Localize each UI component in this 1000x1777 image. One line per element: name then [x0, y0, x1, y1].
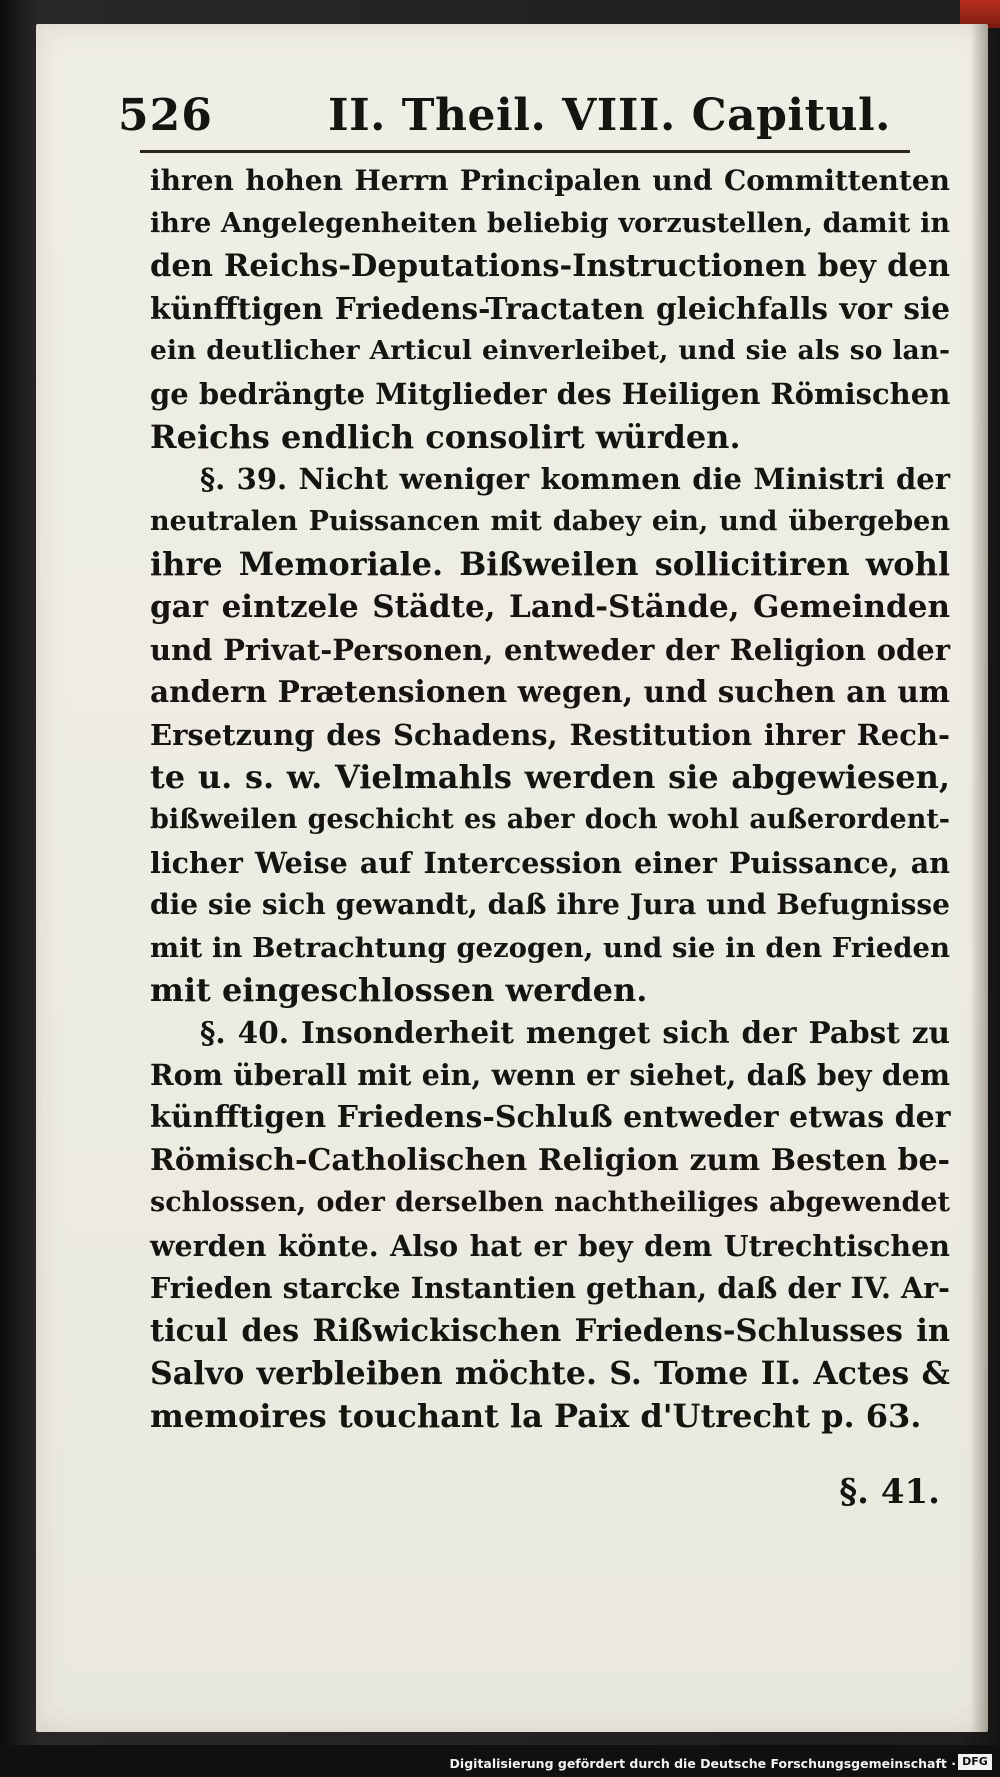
catchword: §. 41.	[839, 1472, 940, 1512]
text-line: werden könte. Also hat er bey dem Utrechtischen	[150, 1228, 950, 1263]
text-line: Frieden starcke Instantien gethan, daß der IV. Ar-	[150, 1271, 950, 1306]
text-line: Ersetzung des Schadens, Restitution ihrer Rech-	[150, 717, 950, 752]
text-line: ein deutlicher Articul einverleibet, und sie als so lan-	[150, 335, 950, 367]
text-line: memoires touchant la Paix d'Utrecht p. 63.	[150, 1397, 922, 1436]
text-line: andern Prætensionen wegen, und suchen an um	[150, 674, 950, 710]
text-line: ihre Memoriale. Bißweilen sollicitiren wohl	[150, 545, 950, 584]
text-line: licher Weise auf Intercession einer Puissance, an	[150, 845, 950, 880]
page-number: 526	[118, 90, 213, 141]
text-line: ihre Angelegenheiten beliebig vorzustellen, damit in	[150, 207, 950, 239]
text-line: Rom überall mit ein, wenn er siehet, daß bey dem	[150, 1058, 950, 1093]
text-line: bißweilen geschicht es aber doch wohl außerordent-	[150, 803, 950, 835]
paragraph-39-start: §. 39. Nicht weniger kommen die Ministri der	[200, 462, 950, 497]
text-line: Salvo verbleiben möchte. S. Tome II. Actes &	[150, 1354, 950, 1392]
header-rule	[140, 150, 910, 153]
text-line: und Privat-Personen, entweder der Religion oder	[150, 632, 950, 667]
text-line: künfftigen Friedens-Tractaten gleichfalls vor sie	[150, 290, 950, 326]
text-line: ticul des Rißwickischen Friedens-Schlusses in	[150, 1313, 950, 1350]
text-line: te u. s. w. Vielmahls werden sie abgewiesen,	[150, 758, 950, 797]
text-line: neutralen Puissancen mit dabey ein, und übergeben	[150, 505, 950, 537]
text-line: künfftigen Friedens-Schluß entweder etwas der	[150, 1100, 951, 1136]
text-line: ihren hohen Herrn Principalen und Committenten	[150, 164, 950, 197]
text-line: die sie sich gewandt, daß ihre Jura und Befugnisse	[150, 888, 950, 922]
page-edge-shadow	[970, 24, 988, 1732]
text-line: schlossen, oder derselben nachtheiliges abgewendet	[150, 1187, 950, 1219]
text-line: den Reichs-Deputations-Instructionen bey den	[150, 248, 950, 285]
dfg-logo: DFG	[958, 1754, 992, 1770]
paragraph-40-start: §. 40. Insonderheit menget sich der Pabst zu	[200, 1014, 950, 1050]
running-head: II. Theil. VIII. Capitul.	[328, 90, 891, 141]
text-line: mit eingeschlossen werden.	[150, 971, 648, 1010]
text-line: ge bedrängte Mitglieder des Heiligen Römischen	[150, 376, 951, 411]
page-header	[118, 90, 918, 146]
text-line: gar eintzele Städte, Land-Stände, Gemeinden	[150, 588, 950, 625]
text-line: mit in Betrachtung gezogen, und sie in den Frieden	[150, 931, 950, 964]
funding-credit: Digitalisierung gefördert durch die Deutsche Forschungsgemeinschaft ·	[449, 1756, 956, 1771]
text-line: Römisch-Catholischen Religion zum Besten be-	[150, 1142, 950, 1178]
text-line: Reichs endlich consolirt würden.	[150, 417, 741, 456]
body-text	[150, 160, 950, 1438]
